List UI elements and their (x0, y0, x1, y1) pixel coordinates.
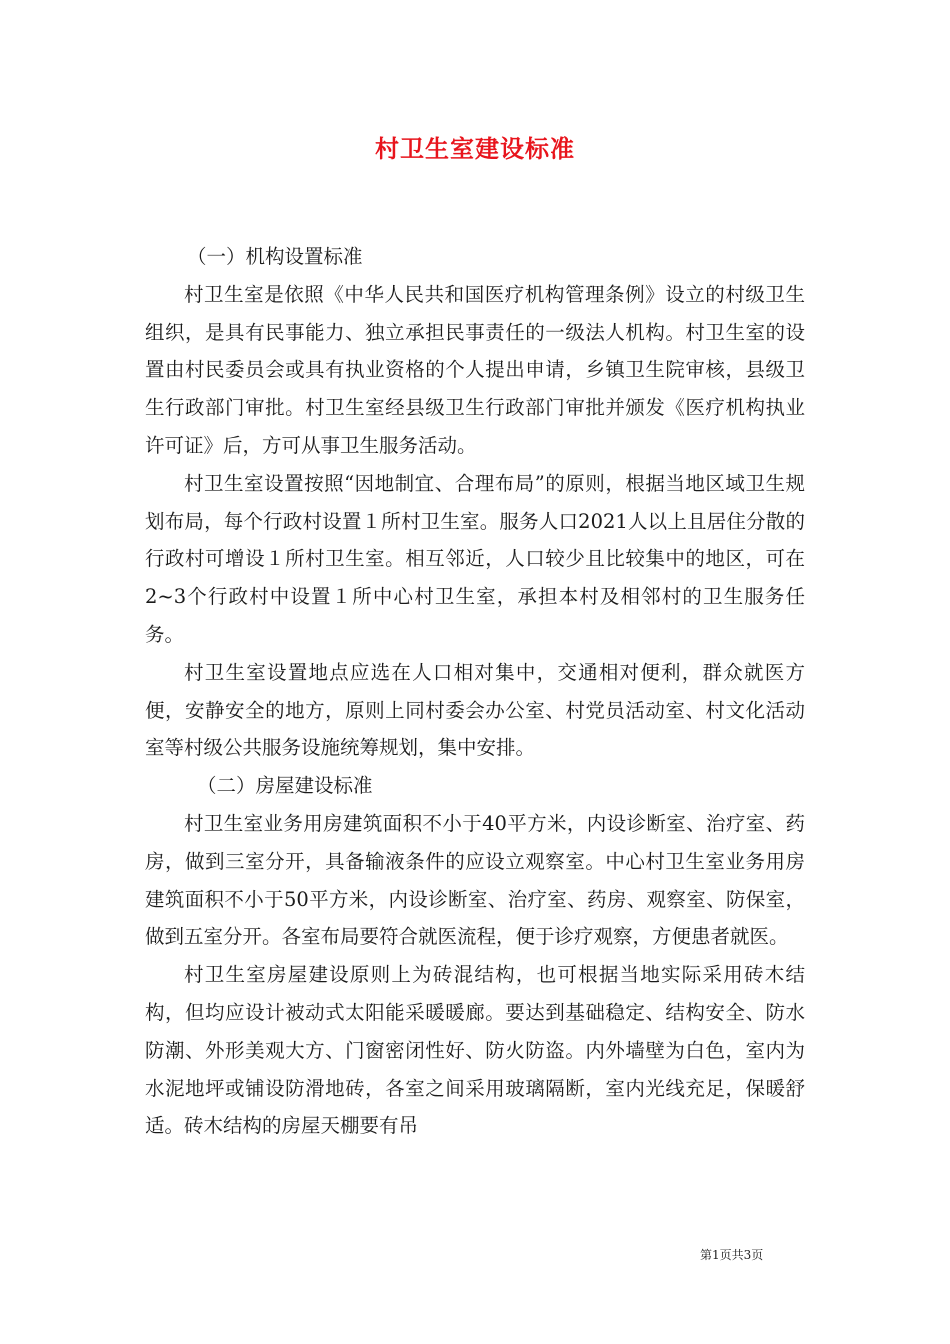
paragraph: 村卫生室是依照《中华人民共和国医疗机构管理条例》设立的村级卫生组织，是具有民事能力、独立承担民事责任的一级法人机构。村卫生室的设置由村民委员会或具有执业资格的个人提出申请，乡镇卫生院审核，县级卫生行政部门审批。村卫生室经县级卫生行政部门审批并颁发《医疗机构执业许可证》后，方可从事卫生服务活动。 (145, 282, 805, 457)
paragraph: 村卫生室设置地点应选在人口相对集中，交通相对便利，群众就医方便，安静安全的地方，原则上同村委会办公室、村党员活动室、村文化活动室等村级公共服务设施统筹规划，集中安排。 (145, 660, 805, 760)
section-heading-1: （一）机构设置标准 (187, 245, 363, 268)
document-body (145, 238, 805, 1145)
paragraph: 村卫生室房屋建设原则上为砖混结构，也可根据当地实际采用砖木结构，但均应设计被动式太阳能采暖暖廊。要达到基础稳定、结构安全、防水防潮、外形美观大方、门窗密闭性好、防火防盗。内外墙壁为白色，室内为水泥地坪或铺设防滑地砖，各室之间采用玻璃隔断，室内光线充足，保暖舒适。砖木结构的房屋天棚要有吊 (145, 963, 805, 1138)
section-heading-2: （二）房屋建设标准 (197, 774, 373, 798)
page-number-footer: 第1页共3页 (700, 1248, 764, 1262)
page-title: 村卫生室建设标准 (375, 134, 575, 163)
paragraph: 村卫生室业务用房建筑面积不小于40平方米，内设诊断室、治疗室、药房，做到三室分开，具备输液条件的应设立观察室。中心村卫生室业务用房建筑面积不小于50平方米，内设诊断室、治疗室、药房、观察室、防保室，做到五室分开。各室布局要符合就医流程，便于诊疗观察，方便患者就医。 (145, 811, 805, 949)
paragraph: 村卫生室设置按照“因地制宜、合理布局”的原则，根据当地区域卫生规划布局，每个行政村设置１所村卫生室。服务人口2021人以上且居住分散的行政村可增设１所村卫生室。相互邻近，人口较少且比较集中的地区，可在2~3个行政村中设置１所中心村卫生室，承担本村及相邻村的卫生服务任务。 (145, 471, 805, 646)
